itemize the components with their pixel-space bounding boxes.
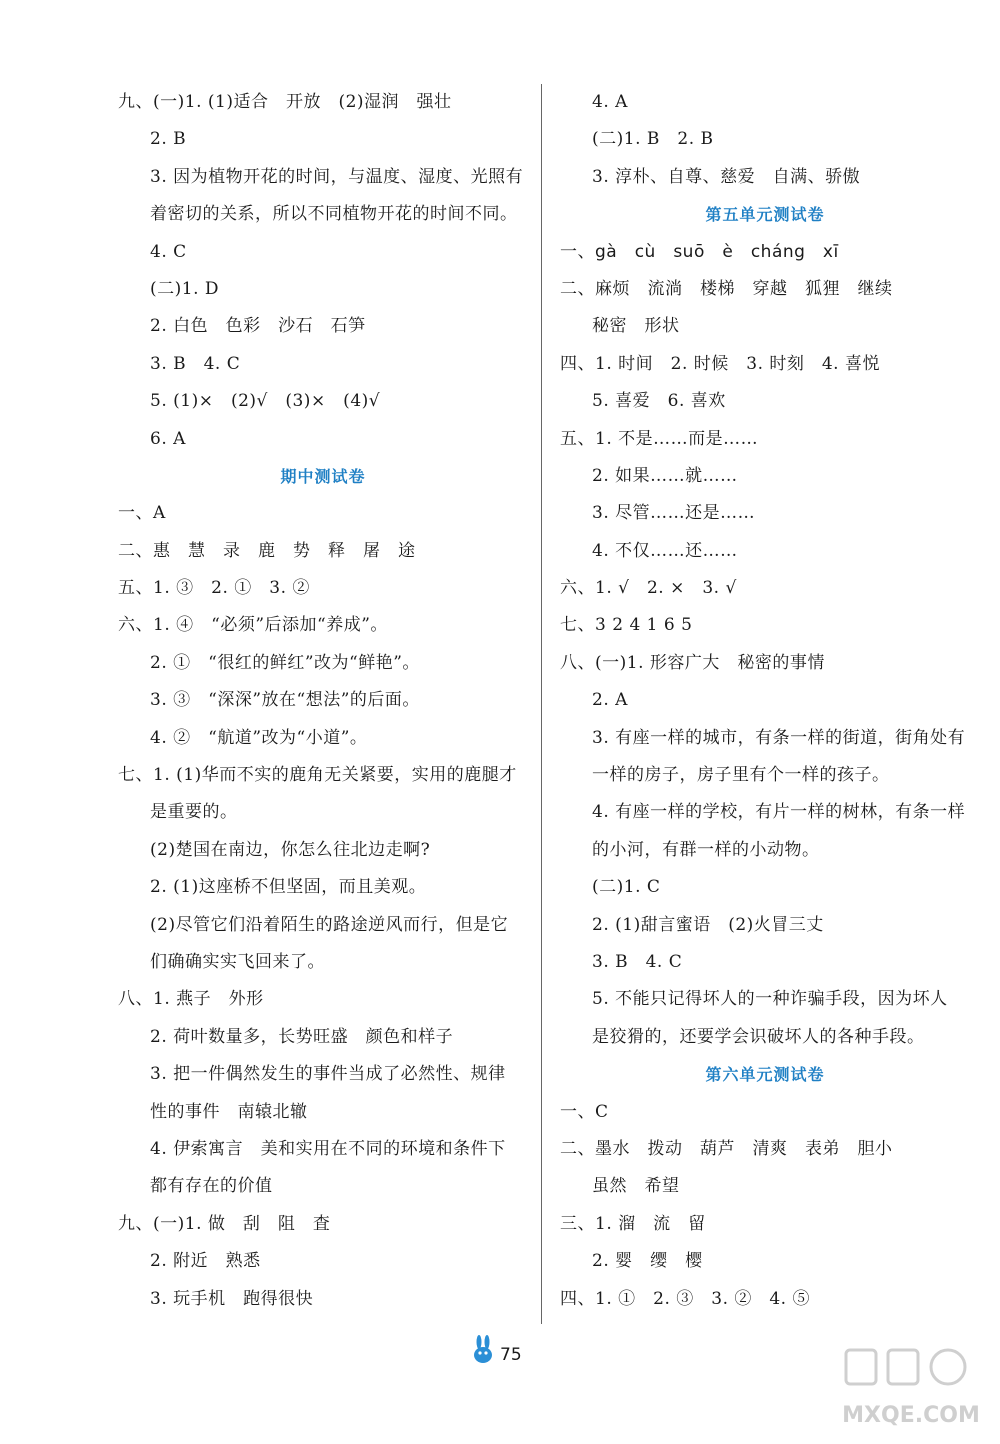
answer-line: 是重要的。: [150, 802, 238, 823]
answer-line: 着密切的关系，所以不同植物开花的时间不同。: [150, 204, 518, 225]
left-column: [118, 84, 528, 1318]
answer-line: 三、1. 溜 流 留: [560, 1213, 706, 1234]
answer-line: 2. B: [150, 129, 187, 150]
answer-line: 二、麻烦 流淌 楼梯 穿越 狐狸 继续: [560, 278, 893, 299]
section-heading: 第五单元测试卷: [705, 205, 825, 225]
answer-line: 一、gà cù suō è cháng xī: [560, 241, 839, 262]
answer-line: 秘密 形状: [592, 316, 680, 337]
answer-line: 二、惠 慧 录 鹿 势 释 屠 途: [118, 540, 416, 561]
answer-line: 九、(一)1. (1)适合 开放 (2)湿润 强壮: [118, 92, 452, 112]
answer-line: 一、C: [560, 1101, 609, 1122]
answer-line: 五、1. ③ 2. ① 3. ②: [118, 578, 310, 599]
answer-line: (二)1. D: [150, 278, 220, 299]
answer-line: 们确确实实飞回来了。: [150, 951, 325, 972]
answer-line: 4. 伊索寓言 美和实用在不同的环境和条件下: [150, 1138, 506, 1159]
answer-line: 四、1. ① 2. ③ 3. ② 4. ⑤: [560, 1288, 810, 1309]
answer-line: 3. B 4. C: [592, 951, 683, 972]
right-column: [560, 84, 970, 1318]
answer-line: (2)楚国在南边，你怎么往北边走啊?: [150, 839, 431, 860]
page-number: 75: [500, 1345, 522, 1365]
answer-line: 七、1. (1)华而不实的鹿角无关紧要，实用的鹿腿才: [118, 765, 517, 786]
answer-line: 2. 荷叶数量多，长势旺盛 颜色和样子: [150, 1026, 454, 1047]
answer-line: 的小河，有群一样的小动物。: [592, 839, 820, 860]
answer-line: 6. A: [150, 428, 186, 449]
answer-line: 七、3 2 4 1 6 5: [560, 615, 693, 636]
answer-line: 4. ② “航道”改为“小道”。: [150, 727, 368, 748]
mascot-icon: [470, 1335, 496, 1365]
answer-line: 五、1. 不是……而是……: [560, 428, 759, 449]
answer-line: 2. 婴 缨 樱: [592, 1251, 703, 1272]
answer-line: 九、(一)1. 做 刮 阻 査: [118, 1213, 331, 1234]
answer-line: 八、1. 燕子 外形: [118, 989, 264, 1010]
answer-line: 四、1. 时间 2. 时候 3. 时刻 4. 喜悦: [560, 353, 880, 374]
answer-line: 3. ③ “深深”放在“想法”的后面。: [150, 690, 420, 711]
answer-line: 2. (1)这座桥不但坚固，而且美观。: [150, 877, 427, 898]
answer-line: 3. 把一件偶然发生的事件当成了必然性、规律: [150, 1064, 506, 1085]
answer-line: 2. 白色 色彩 沙石 石笋: [150, 316, 366, 337]
answer-line: 八、(一)1. 形容广大 秘密的事情: [560, 652, 825, 673]
answer-line: 3. 有座一样的城市，有条一样的街道，街角处有: [592, 727, 966, 748]
section-heading: 第六单元测试卷: [705, 1065, 825, 1085]
answer-line: 3. 淳朴、自尊、慈爱 自满、骄傲: [592, 166, 861, 187]
answer-line: (2)尽管它们沿着陌生的路途逆风而行，但是它: [150, 914, 509, 935]
answer-line: 一、A: [118, 503, 166, 524]
answer-line: 4. C: [150, 241, 187, 262]
answer-line: 3. 玩手机 跑得很快: [150, 1288, 314, 1309]
answer-line: 性的事件 南辕北辙: [150, 1101, 308, 1122]
answer-line: 都有存在的价值: [150, 1176, 273, 1197]
answer-line: 2. 如果……就……: [592, 465, 738, 486]
answer-line: 5. 喜爱 6. 喜欢: [592, 391, 726, 412]
answer-line: 六、1. ④ “必须”后添加“养成”。: [118, 615, 388, 636]
answer-line: (二)1. B 2. B: [592, 129, 714, 150]
answer-line: 2. 附近 熟悉: [150, 1251, 261, 1272]
answer-line: 是狡猾的，还要学会识破坏人的各种手段。: [592, 1026, 925, 1047]
answer-line: 3. 因为植物开花的时间，与温度、湿度、光照有: [150, 166, 524, 187]
answer-line: 4. 不仅……还……: [592, 540, 738, 561]
answer-line: 虽然 希望: [592, 1176, 680, 1197]
answer-line: 4. 有座一样的学校，有片一样的树林，有条一样: [592, 802, 966, 823]
section-heading: 期中测试卷: [280, 466, 366, 486]
answer-line: 5. 不能只记得坏人的一种诈骗手段，因为坏人: [592, 989, 948, 1010]
answer-line: 2. A: [592, 690, 628, 711]
answer-line: 2. ① “很红的鲜红”改为“鲜艳”。: [150, 652, 420, 673]
svg-text:MXQE.COM: MXQE.COM: [842, 1403, 980, 1428]
answer-line: 2. (1)甜言蜜语 (2)火冒三丈: [592, 914, 824, 935]
answer-line: 3. B 4. C: [150, 353, 241, 374]
answer-line: 4. A: [592, 92, 628, 112]
answer-line: 二、墨水 拨动 葫芦 清爽 表弟 胆小: [560, 1138, 893, 1159]
column-divider: [541, 84, 542, 1324]
answer-line: 5. (1)× (2)√ (3)× (4)√: [150, 391, 381, 412]
answer-line: (二)1. C: [592, 877, 661, 898]
answer-line: 一样的房子，房子里有个一样的孩子。: [592, 765, 890, 786]
answer-line: 3. 尽管……还是……: [592, 503, 756, 524]
watermark-logo: [836, 1344, 986, 1434]
answer-line: 六、1. √ 2. × 3. √: [560, 578, 737, 599]
